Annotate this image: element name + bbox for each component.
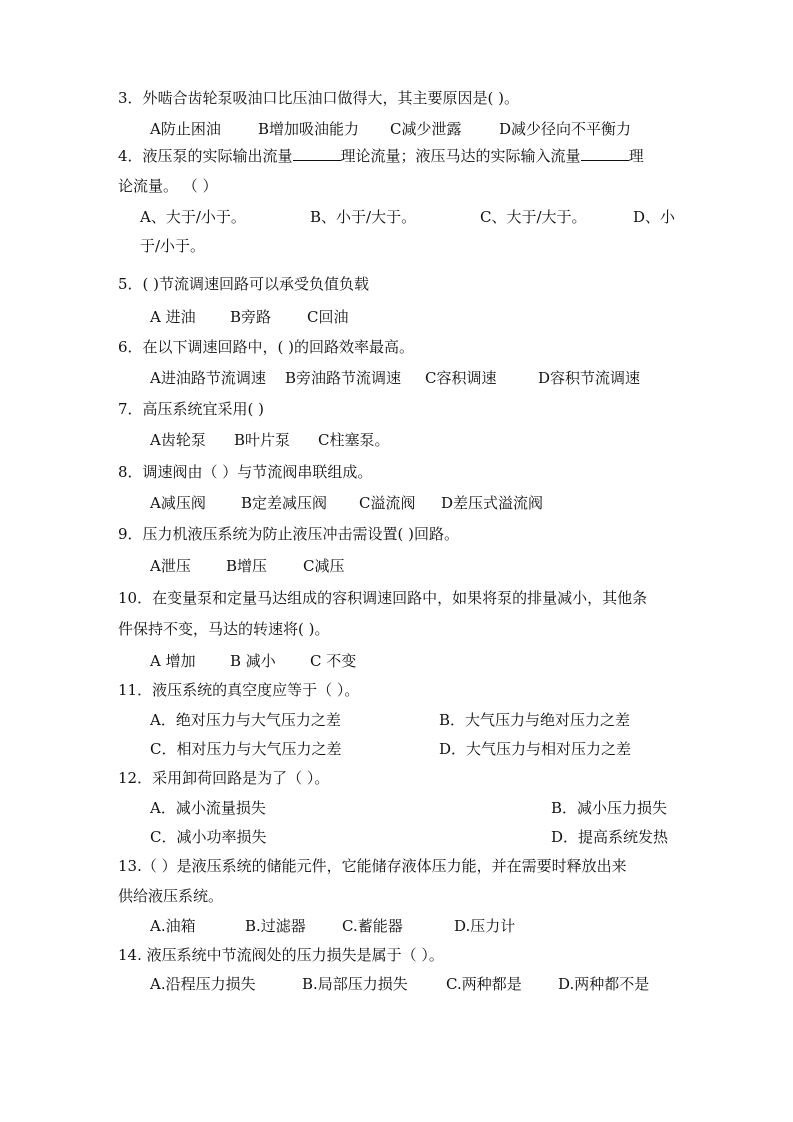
question-5-stem: 5．( )节流调速回路可以承受负值负载 (118, 275, 370, 293)
question-10-option-c: C 不变 (310, 652, 357, 670)
question-12-stem: 12．采用卸荷回路是为了（ ）。 (118, 769, 330, 787)
question-11-stem: 11．液压系统的真空度应等于（ ）。 (118, 681, 360, 699)
question-4-option-c: C、大于/大于。 (480, 208, 587, 226)
question-6-option-a: A进油路节流调速 (150, 369, 266, 387)
question-3-option-c: C减少泄露 (390, 120, 462, 138)
question-8-option-b: B定差减压阀 (241, 494, 328, 512)
question-7-option-c: C柱塞泵。 (318, 431, 390, 449)
question-13-option-a: A.油箱 (150, 917, 196, 935)
question-11-option-c: C．相对压力与大气压力之差 (150, 740, 342, 758)
question-12-option-b: B．减小压力损失 (551, 799, 668, 817)
question-6-option-c: C容积调速 (425, 369, 497, 387)
question-12-option-d: D．提高系统发热 (551, 828, 669, 846)
question-3-option-b: B增加吸油能力 (258, 120, 360, 138)
question-7-option-a: A齿轮泵 (150, 431, 206, 449)
question-3-stem: 3．外啮合齿轮泵吸油口比压油口做得大，其主要原因是( )。 (118, 89, 520, 107)
question-9-option-b: B增压 (226, 557, 268, 575)
question-4-option-d: D、小 (633, 208, 676, 226)
question-4-stem-line2: 论流量。 （ ） (118, 177, 218, 195)
question-6-stem: 6．在以下调速回路中，( )的回路效率最高。 (118, 338, 415, 356)
question-8-option-c: C溢流阀 (359, 494, 416, 512)
question-14-stem: 14. 液压系统中节流阀处的压力损失是属于（ ）。 (118, 946, 444, 964)
question-9-option-c: C减压 (303, 557, 345, 575)
question-14-option-a: A.沿程压力损失 (150, 975, 256, 993)
question-3-option-a: A防止困油 (150, 120, 221, 138)
question-13-stem-line2: 供给液压系统。 (118, 887, 224, 905)
question-13-option-d: D.压力计 (454, 917, 516, 935)
question-8-option-a: A减压阀 (150, 494, 206, 512)
question-4-stem-part2: 理论流量；液压马达的实际输入流量 (340, 147, 581, 165)
question-14-option-b: B.局部压力损失 (302, 975, 408, 993)
question-5-option-c: C回油 (307, 308, 349, 326)
question-11-option-d: D．大气压力与相对压力之差 (439, 740, 632, 758)
question-10-option-b: B 减小 (230, 652, 276, 670)
question-4-option-b: B、小于/大于。 (310, 208, 417, 226)
question-11-option-b: B．大气压力与绝对压力之差 (439, 711, 631, 729)
question-13-option-b: B.过滤器 (245, 917, 306, 935)
question-11-option-a: A．绝对压力与大气压力之差 (150, 711, 341, 729)
question-12-option-a: A．减小流量损失 (150, 799, 266, 817)
question-6-option-b: B旁油路节流调速 (285, 369, 402, 387)
question-6-option-d: D容积节流调速 (538, 369, 641, 387)
question-13-stem: 13.（ ）是液压系统的储能元件，它能储存液体压力能，并在需要时释放出来 (118, 857, 627, 875)
question-5-option-b: B旁路 (230, 308, 272, 326)
question-4-stem (118, 146, 644, 166)
question-9-stem: 9．压力机液压系统为防止液压冲击需设置( )回路。 (118, 525, 460, 543)
question-7-option-b: B叶片泵 (234, 431, 291, 449)
question-10-stem: 10．在变量泵和定量马达组成的容积调速回路中，如果将泵的排量减小，其他条 (118, 589, 648, 607)
question-4-option-d-line2: 于/小于。 (140, 237, 206, 255)
question-8-stem: 8．调速阀由（ ）与节流阀串联组成。 (118, 463, 373, 481)
question-9-option-a: A泄压 (150, 557, 191, 575)
question-10-option-a: A 增加 (150, 652, 196, 670)
question-3-option-d: D减少径向不平衡力 (499, 120, 632, 138)
question-4-blank-2 (581, 146, 629, 161)
question-14-option-d: D.两种都不是 (558, 975, 650, 993)
question-10-stem-line2: 件保持不变，马达的转速将( )。 (118, 620, 330, 638)
question-8-option-d: D差压式溢流阀 (441, 494, 544, 512)
question-7-stem: 7．高压系统宜采用( ) (118, 400, 265, 418)
question-4-option-a: A、大于/小于。 (140, 208, 246, 226)
question-4-blank-1 (293, 146, 341, 161)
question-12-option-c: C．减小功率损失 (150, 828, 267, 846)
question-4-stem-part1: 4．液压泵的实际输出流量 (118, 147, 293, 165)
question-4-stem-part3: 理 (628, 147, 644, 165)
question-13-option-c: C.蓄能器 (342, 917, 403, 935)
question-14-option-c: C.两种都是 (446, 975, 522, 993)
question-5-option-a: A 进油 (150, 308, 196, 326)
